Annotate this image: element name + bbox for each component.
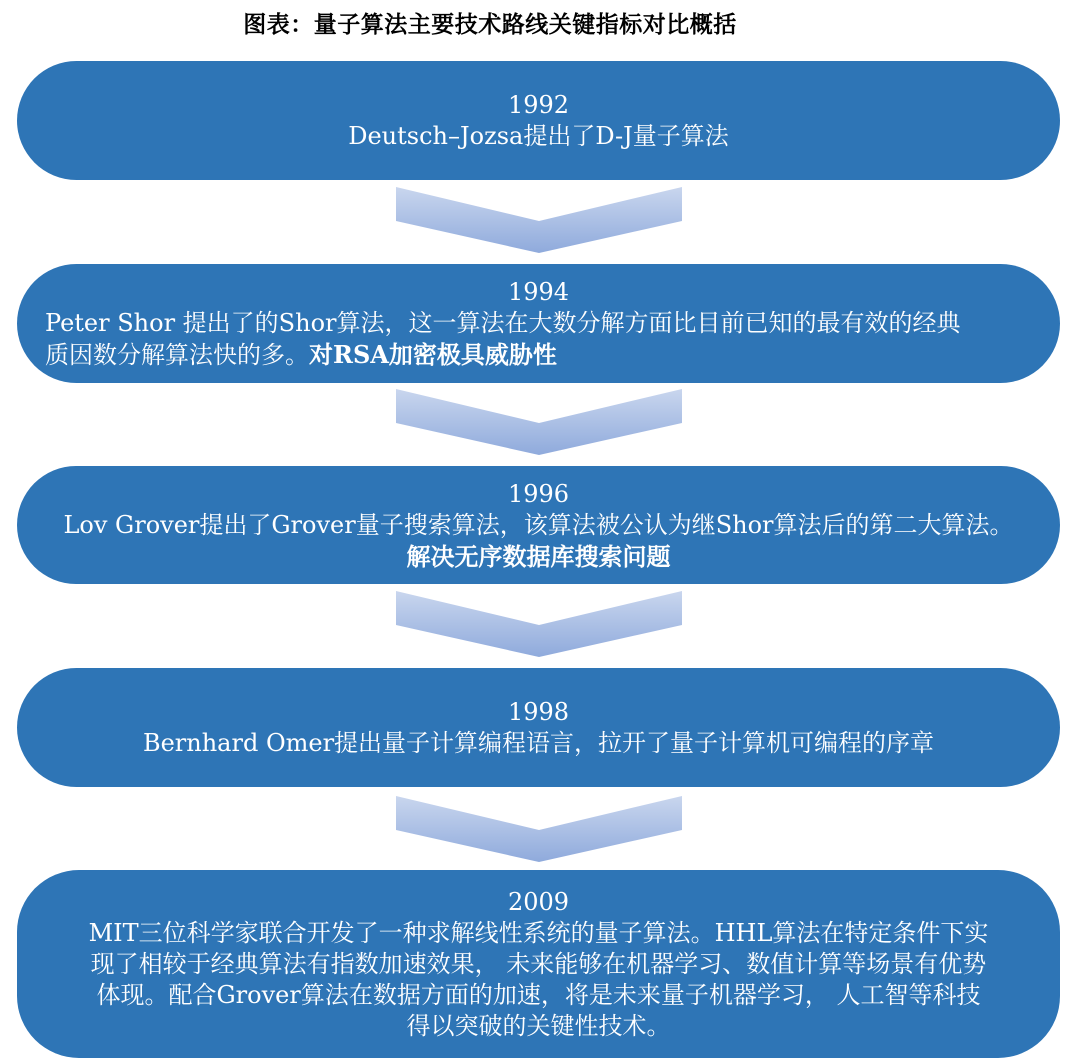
milestone-text: 体现。配合Grover算法在数据方面的加速，将是未来量子机器学习， 人工智等科技 [96, 980, 981, 1009]
milestone-text: Bernhard Omer提出量子计算编程语言，拉开了量子计算机可编程的序章 [142, 728, 935, 757]
milestone-emphasis: 对RSA加密极具威胁性 [309, 339, 557, 369]
milestone-1992 [17, 61, 1060, 180]
milestone-text: MIT三位科学家联合开发了一种求解线性系统的量子算法。HHL算法在特定条件下实 [88, 918, 989, 947]
milestone-text-plain: 质因数分解算法快的多。 [45, 340, 309, 369]
milestone-1996 [17, 466, 1060, 584]
milestone-year: 1992 [507, 90, 570, 119]
down-chevron-arrow [396, 389, 682, 455]
milestone-text: Lov Grover提出了Grover量子搜索算法，该算法被公认为继Shor算法后的第二大算法。 [63, 510, 1014, 539]
milestone-2009 [17, 870, 1060, 1058]
milestone-emphasis: 解决无序数据库搜索问题 [406, 541, 671, 571]
milestone-1994 [17, 264, 1060, 383]
milestone-year: 1994 [507, 277, 570, 306]
milestone-text: Deutsch–Jozsa提出了D-J量子算法 [348, 121, 729, 150]
down-chevron-arrow [396, 591, 682, 657]
milestone-year: 2009 [507, 887, 570, 916]
page-title: 图表：量子算法主要技术路线关键指标对比概括 [243, 11, 737, 38]
milestone-text: 现了相较于经典算法有指数加速效果， 未来能够在机器学习、数值计算等场景有优势 [90, 949, 987, 978]
milestone-1998 [17, 668, 1060, 787]
milestone-text-line2 [45, 339, 1032, 371]
milestone-text: 得以突破的关键性技术。 [406, 1011, 671, 1040]
down-chevron-arrow [396, 187, 682, 253]
milestone-year: 1996 [507, 479, 570, 508]
milestone-year: 1998 [507, 697, 570, 726]
milestone-text: Peter Shor 提出了的Shor算法，这一算法在大数分解方面比目前已知的最有效的经典 [45, 308, 961, 337]
down-chevron-arrow [396, 796, 682, 862]
